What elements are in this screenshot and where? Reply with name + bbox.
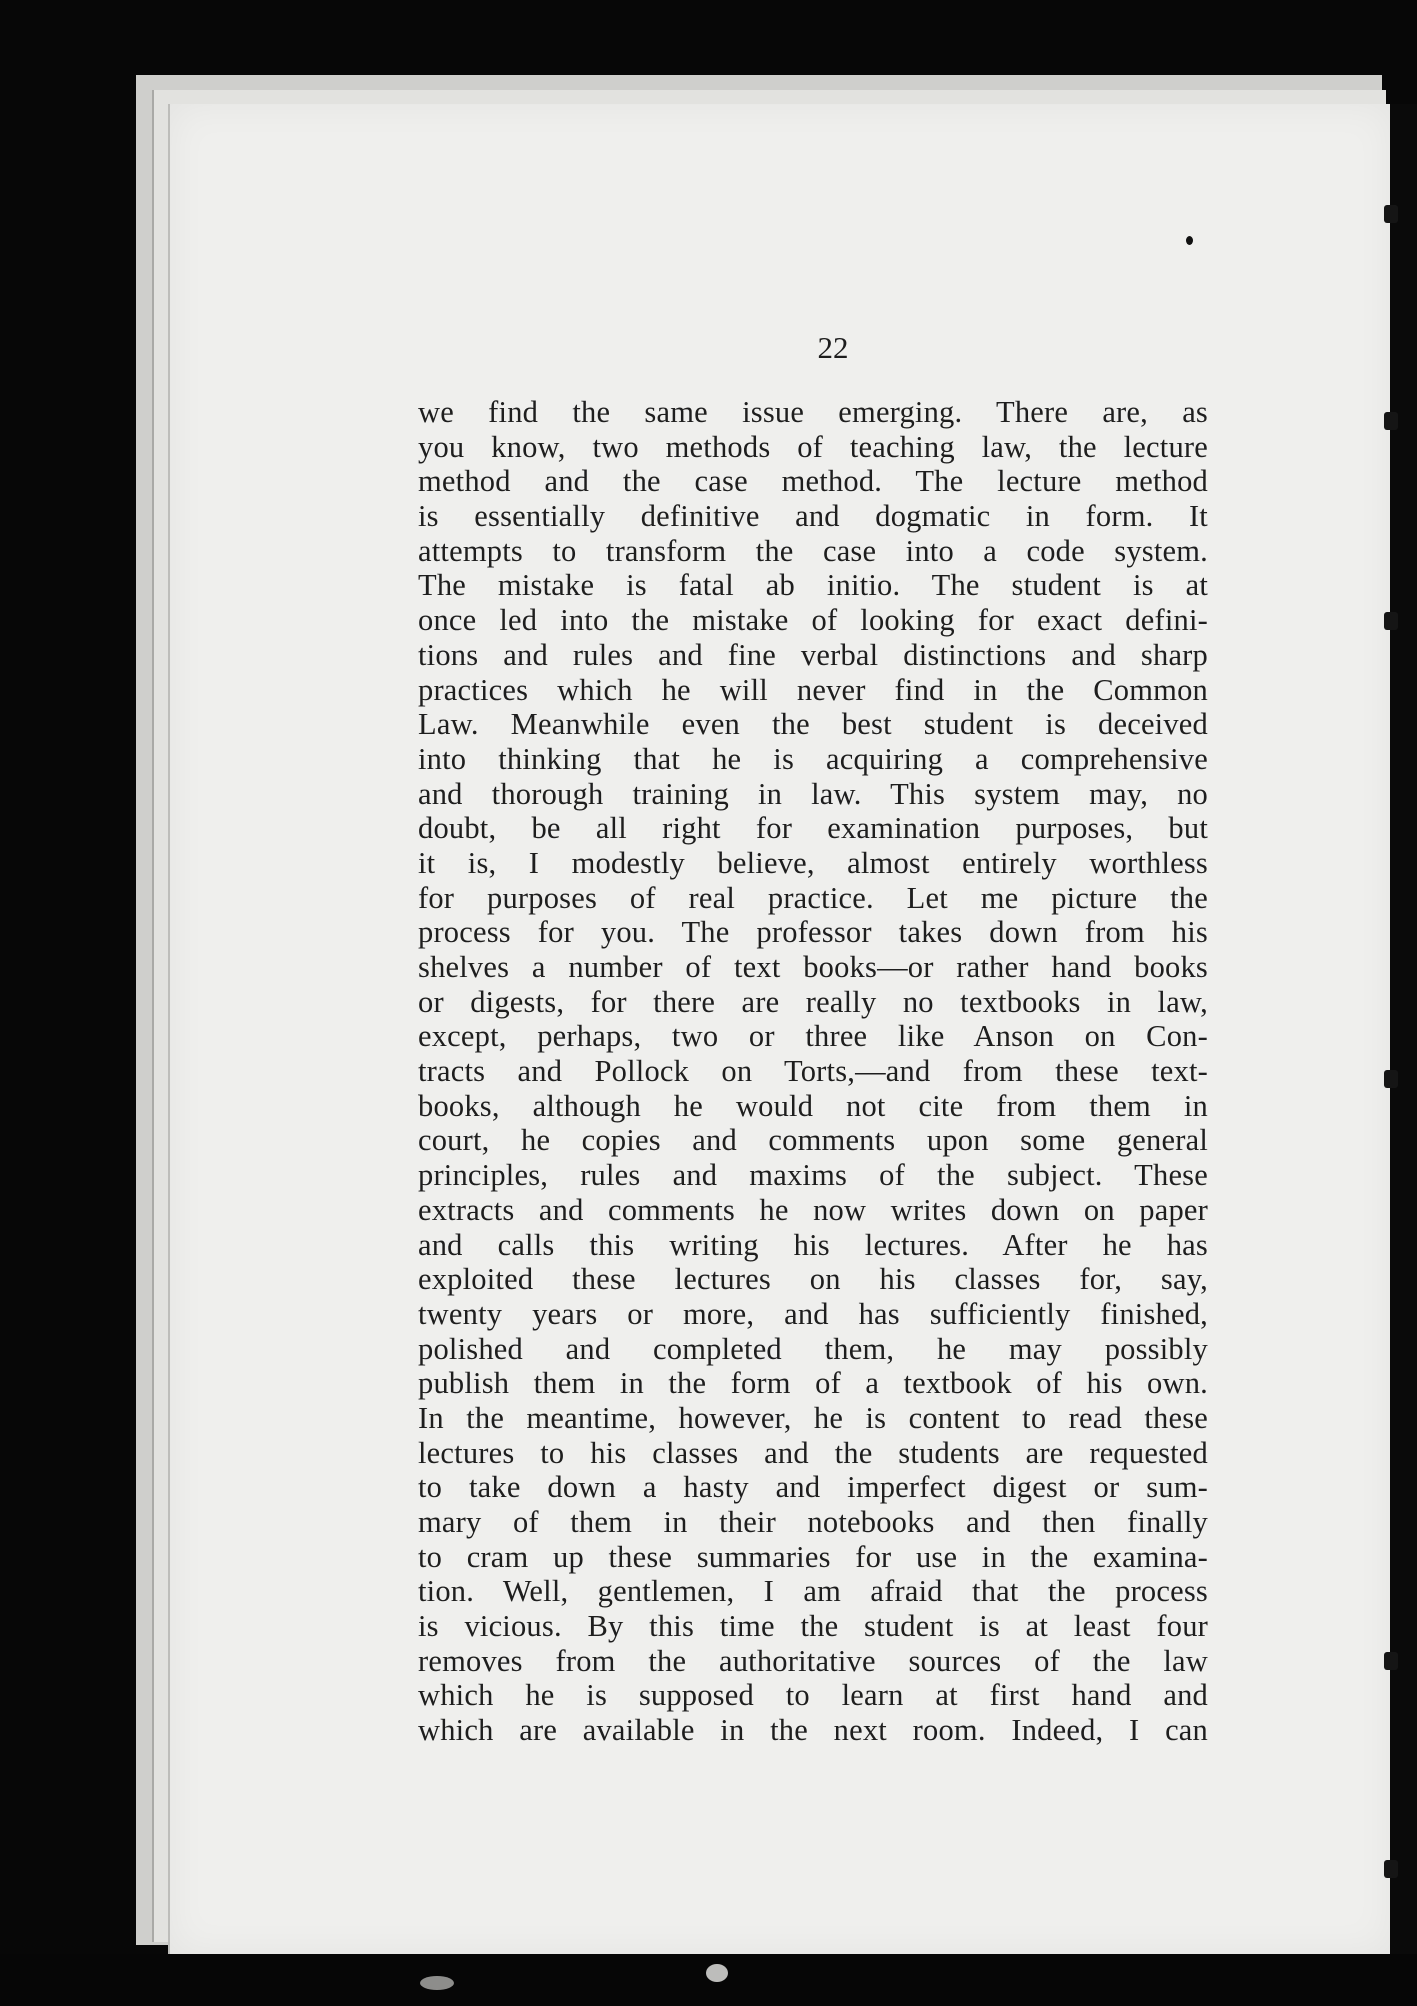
book-spine-shadow bbox=[1390, 104, 1417, 1954]
spine-mark bbox=[1384, 1652, 1398, 1670]
text-line: In the meantime, however, he is content to read these bbox=[418, 1400, 1208, 1435]
text-line: tion. Well, gentlemen, I am afraid that the process bbox=[418, 1574, 1208, 1609]
text-line: and calls this writing his lectures. After he has bbox=[418, 1227, 1208, 1262]
spine-mark bbox=[1384, 205, 1398, 223]
text-line: exploited these lectures on his classes for, say, bbox=[418, 1262, 1208, 1297]
text-line: is vicious. By this time the student is at least four bbox=[418, 1609, 1208, 1644]
text-line: once led into the mistake of looking for exact defini- bbox=[418, 603, 1208, 638]
text-line: removes from the authoritative sources of the law bbox=[418, 1643, 1208, 1678]
text-line: and thorough training in law. This system may, no bbox=[418, 776, 1208, 811]
text-line: polished and completed them, he may possibly bbox=[418, 1331, 1208, 1366]
text-line: mary of them in their notebooks and then finally bbox=[418, 1505, 1208, 1539]
spine-mark bbox=[1384, 412, 1398, 430]
ink-dot bbox=[1186, 236, 1193, 245]
text-line: attempts to transform the case into a code system. bbox=[418, 533, 1208, 568]
text-line: method and the case method. The lecture method bbox=[418, 464, 1208, 499]
text-line: process for you. The professor takes down from his bbox=[418, 915, 1208, 950]
text-line: The mistake is fatal ab initio. The student is at bbox=[418, 568, 1208, 603]
text-line: for purposes of real practice. Let me picture the bbox=[418, 880, 1208, 915]
text-line: twenty years or more, and has sufficiently finished, bbox=[418, 1296, 1208, 1331]
text-line: which he is supposed to learn at first hand and bbox=[418, 1678, 1208, 1713]
text-line: books, although he would not cite from them in bbox=[418, 1088, 1208, 1123]
text-line: to take down a hasty and imperfect digest or sum- bbox=[418, 1470, 1208, 1505]
spine-mark bbox=[1384, 612, 1398, 630]
body-text bbox=[418, 395, 1208, 1748]
text-line: to cram up these summaries for use in the examina- bbox=[418, 1539, 1208, 1574]
text-line: doubt, be all right for examination purposes, but bbox=[418, 811, 1208, 846]
text-line: you know, two methods of teaching law, the lecture bbox=[418, 429, 1208, 464]
text-line: tracts and Pollock on Torts,—and from these text- bbox=[418, 1054, 1208, 1089]
text-line: it is, I modestly believe, almost entirely worthless bbox=[418, 845, 1208, 880]
text-line: extracts and comments he now writes down on paper bbox=[418, 1192, 1208, 1227]
text-line: lectures to his classes and the students are requested bbox=[418, 1435, 1208, 1470]
text-line: practices which he will never find in the Common bbox=[418, 672, 1208, 707]
text-line: shelves a number of text books—or rather hand books bbox=[418, 950, 1208, 984]
text-line: principles, rules and maxims of the subject. These bbox=[418, 1158, 1208, 1193]
text-line: is essentially definitive and dogmatic in form. It bbox=[418, 499, 1208, 534]
scan-artifact bbox=[706, 1964, 728, 1982]
text-line: which are available in the next room. Indeed, I can bbox=[418, 1713, 1208, 1748]
text-line: publish them in the form of a textbook of his own. bbox=[418, 1366, 1208, 1401]
text-line: we find the same issue emerging. There are, as bbox=[418, 395, 1208, 429]
spine-mark bbox=[1384, 1860, 1398, 1878]
scan-artifact bbox=[420, 1976, 454, 1990]
text-line: tions and rules and fine verbal distinctions and sharp bbox=[418, 637, 1208, 672]
text-line: court, he copies and comments upon some general bbox=[418, 1123, 1208, 1158]
text-line: into thinking that he is acquiring a comprehensive bbox=[418, 741, 1208, 776]
scan-bottom-border bbox=[0, 1954, 1417, 2006]
text-line: except, perhaps, two or three like Anson on Con- bbox=[418, 1019, 1208, 1054]
text-line: or digests, for there are really no textbooks in law, bbox=[418, 984, 1208, 1019]
spine-mark bbox=[1384, 1070, 1398, 1088]
text-line: Law. Meanwhile even the best student is deceived bbox=[418, 707, 1208, 742]
page-number: 22 bbox=[817, 330, 849, 365]
